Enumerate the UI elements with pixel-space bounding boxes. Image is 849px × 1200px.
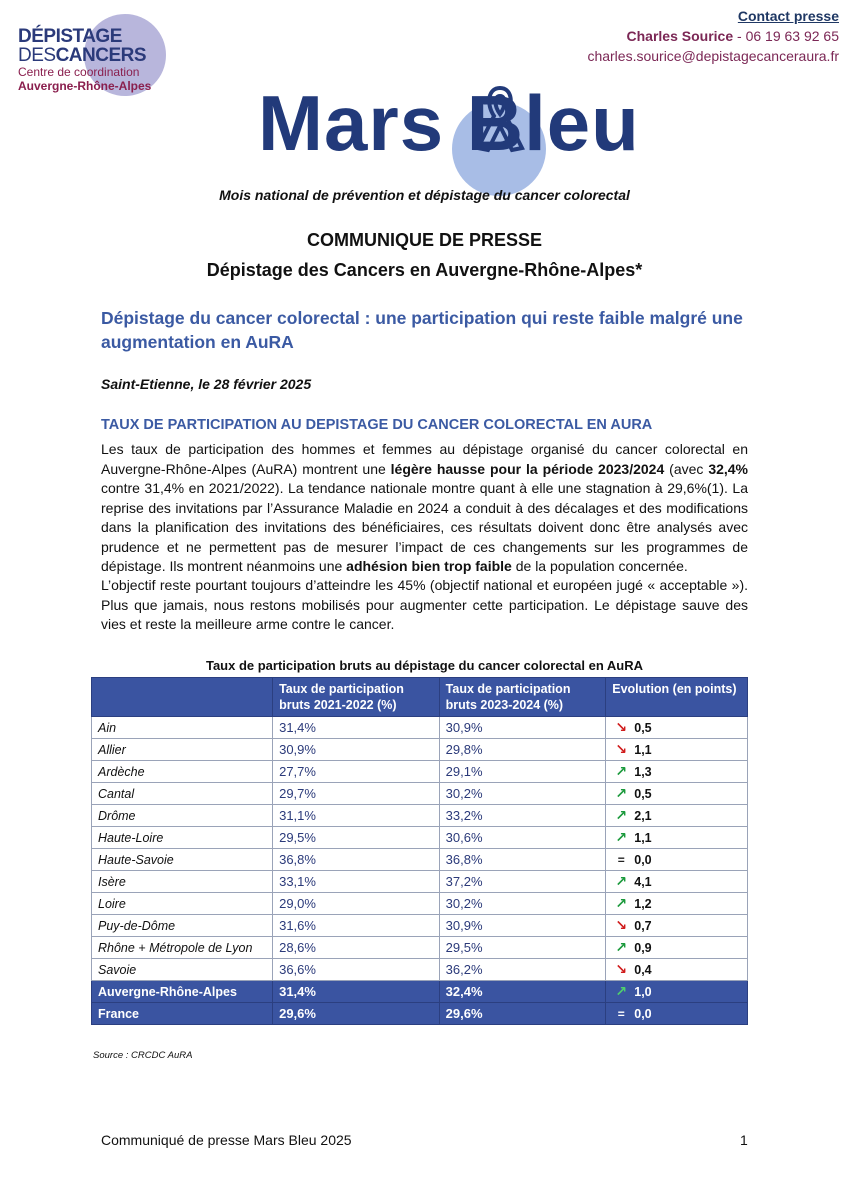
evolution-value: 0,5: [634, 787, 652, 801]
evolution-value: 1,1: [634, 743, 652, 757]
cell-evolution: [606, 827, 748, 849]
cell-evolution: [606, 1003, 748, 1025]
cell-department: Cantal: [92, 783, 273, 805]
mars-bleu-title: Mars Bleu: [258, 79, 640, 167]
p1-text-e: contre 31,4% en 2021/2022). La tendance nationale montre quant à elle une stagnation à 29,6%(1). La reprise des invitations par l’Assurance Maladie en 2024 a conduit à des décalages et des modifications dans la planification des invitations des bénéficiaires, ces résultats doivent donc être analysés avec prudence et ne permettent pas de mesurer l’impact de ces changements sur les programmes de dépistage. Ils montrent néanmoins une: [101, 480, 748, 574]
cell-rate-2021-2022: 31,4%: [273, 717, 440, 739]
header-department: [92, 678, 273, 717]
cell-rate-2023-2024: 29,8%: [439, 739, 606, 761]
p1-bold-f: adhésion bien trop faible: [346, 558, 512, 574]
arrow-up-icon: ↗: [615, 763, 628, 779]
page-footer: Communiqué de presse Mars Bleu 2025: [101, 1132, 352, 1148]
arrow-down-icon: ↘: [615, 719, 628, 735]
cell-rate-2021-2022: 31,4%: [273, 981, 440, 1003]
logo-line-1: DÉPISTAGE: [18, 26, 122, 47]
evolution-value: 0,5: [634, 721, 652, 735]
logo-line-2a: DES: [18, 45, 56, 66]
cell-rate-2021-2022: 29,7%: [273, 783, 440, 805]
equal-icon: =: [617, 852, 625, 867]
table-total-row: [92, 981, 748, 1003]
cell-department: Savoie: [92, 959, 273, 981]
evolution-value: 0,0: [634, 1006, 652, 1021]
contact-name: Charles Sourice: [626, 28, 734, 44]
cell-rate-2023-2024: 29,6%: [439, 1003, 606, 1025]
header-evolution: Evolution (en points): [606, 678, 748, 717]
logo-line-3: Centre de coordination: [18, 65, 140, 79]
arrow-down-icon: ↘: [615, 961, 628, 977]
logo-line-2b: CANCERS: [55, 45, 147, 66]
cell-department: France: [92, 1003, 273, 1025]
cell-rate-2023-2024: 36,2%: [439, 959, 606, 981]
source-note: Source : CRCDC AuRA: [93, 1050, 193, 1061]
logo-line-4: Auvergne-Rhône-Alpes: [18, 79, 152, 93]
contact-title[interactable]: Contact presse: [737, 8, 839, 24]
cell-rate-2021-2022: 31,6%: [273, 915, 440, 937]
evolution-value: 4,1: [634, 875, 652, 889]
evolution-value: 2,1: [634, 809, 652, 823]
table-row: [92, 827, 748, 849]
cell-rate-2021-2022: 30,9%: [273, 739, 440, 761]
arrow-up-icon: ↗: [615, 873, 628, 889]
table-row: [92, 783, 748, 805]
ribbon-icon: [472, 82, 528, 154]
cell-rate-2023-2024: 37,2%: [439, 871, 606, 893]
cell-evolution: [606, 783, 748, 805]
table-row: [92, 937, 748, 959]
p1-text-c: (avec: [664, 460, 709, 477]
table-caption: Taux de participation bruts au dépistage du cancer colorectal en AuRA: [205, 658, 644, 673]
cell-rate-2021-2022: 29,6%: [273, 1003, 440, 1025]
participation-table: [91, 677, 748, 1025]
cell-evolution: [606, 717, 748, 739]
cell-evolution: [606, 893, 748, 915]
press-contact: [587, 6, 839, 66]
evolution-value: 0,0: [634, 852, 652, 867]
cell-rate-2023-2024: 33,2%: [439, 805, 606, 827]
cell-rate-2023-2024: 29,5%: [439, 937, 606, 959]
table-body: [92, 717, 748, 1025]
p1-text-g: de la population concernée.: [511, 558, 688, 574]
headline: Dépistage du cancer colorectal : une participation qui reste faible malgré une augmentation en AuRA: [101, 308, 743, 352]
cell-evolution: [606, 739, 748, 761]
arrow-up-icon: ↗: [615, 895, 628, 911]
cell-evolution: [606, 849, 748, 871]
arrow-up-icon: ↗: [615, 939, 628, 955]
cell-evolution: [606, 761, 748, 783]
arrow-down-icon: ↘: [615, 917, 628, 933]
p1-bold-b: légère hausse pour la période 2023/2024: [390, 460, 665, 477]
table-row: [92, 871, 748, 893]
equal-icon: =: [617, 1006, 625, 1021]
heading-organisation: Dépistage des Cancers en Auvergne-Rhône-Alpes*: [206, 260, 643, 280]
logo-line-2: [18, 45, 146, 67]
dateline: Saint-Etienne, le 28 février 2025: [101, 376, 312, 392]
cell-rate-2023-2024: 30,9%: [439, 717, 606, 739]
contact-name-line: [587, 26, 839, 46]
cell-rate-2021-2022: 28,6%: [273, 937, 440, 959]
cell-rate-2021-2022: 27,7%: [273, 761, 440, 783]
arrow-up-icon: ↗: [615, 829, 628, 845]
page-number: 1: [740, 1132, 748, 1148]
p1-text-a: Les taux de participation des hommes et femmes au dépistage organisé du cancer colorectal en Auvergne-Rhône-Alpes (AuRA) montrent une: [101, 441, 748, 477]
table-header-row: [92, 678, 748, 717]
cell-department: Ardèche: [92, 761, 273, 783]
evolution-value: 0,7: [634, 919, 652, 933]
cell-rate-2023-2024: 30,6%: [439, 827, 606, 849]
mars-bleu-logo: [0, 78, 849, 178]
evolution-value: 1,0: [634, 985, 652, 999]
table-row: [92, 893, 748, 915]
cell-rate-2021-2022: 36,6%: [273, 959, 440, 981]
table-row: [92, 849, 748, 871]
table-row: [92, 761, 748, 783]
cell-department: Isère: [92, 871, 273, 893]
contact-email[interactable]: charles.sourice@depistagecanceraura.fr: [587, 48, 839, 64]
table-row: [92, 959, 748, 981]
cell-rate-2021-2022: 31,1%: [273, 805, 440, 827]
arrow-up-icon: ↗: [615, 785, 628, 801]
cell-evolution: [606, 805, 748, 827]
cell-department: Haute-Savoie: [92, 849, 273, 871]
table-row: [92, 915, 748, 937]
cell-evolution: [606, 981, 748, 1003]
cell-department: Allier: [92, 739, 273, 761]
cell-rate-2023-2024: 32,4%: [439, 981, 606, 1003]
section-title: TAUX DE PARTICIPATION AU DEPISTAGE DU CANCER COLORECTAL EN AURA: [101, 417, 653, 433]
table-total-row: [92, 1003, 748, 1025]
header-2021-2022: Taux de participation bruts 2021-2022 (%): [273, 678, 440, 717]
cell-department: Ain: [92, 717, 273, 739]
table-row: [92, 717, 748, 739]
header-2023-2024: Taux de participation bruts 2023-2024 (%): [439, 678, 606, 717]
arrow-up-icon: ↗: [615, 983, 628, 999]
cell-rate-2021-2022: 33,1%: [273, 871, 440, 893]
evolution-value: 1,1: [634, 831, 652, 845]
table-row: [92, 805, 748, 827]
cell-rate-2023-2024: 36,8%: [439, 849, 606, 871]
cell-rate-2023-2024: 30,2%: [439, 893, 606, 915]
cell-department: Puy-de-Dôme: [92, 915, 273, 937]
cell-department: Auvergne-Rhône-Alpes: [92, 981, 273, 1003]
contact-phone: - 06 19 63 92 65: [733, 28, 839, 44]
heading-press-release: COMMUNIQUE DE PRESSE: [306, 230, 543, 250]
paragraph-2: L’objectif reste pourtant toujours d’atteindre les 45% (objectif national et européen jugé « acceptable »). Plus que jamais, nous restons mobilisés pour augmenter cette participation. Le dépistage sauve des vies et reste la meilleure arme contre le cancer.: [101, 577, 748, 632]
evolution-value: 0,9: [634, 941, 652, 955]
cell-department: Loire: [92, 893, 273, 915]
cell-evolution: [606, 937, 748, 959]
cell-rate-2023-2024: 30,9%: [439, 915, 606, 937]
cell-rate-2023-2024: 30,2%: [439, 783, 606, 805]
p1-bold-d: 32,4%: [708, 460, 749, 477]
cell-rate-2021-2022: 29,0%: [273, 893, 440, 915]
arrow-up-icon: ↗: [615, 807, 628, 823]
evolution-value: 0,4: [634, 963, 652, 977]
paragraph-1: [101, 440, 748, 577]
cell-department: Haute-Loire: [92, 827, 273, 849]
table-row: [92, 739, 748, 761]
cell-rate-2021-2022: 29,5%: [273, 827, 440, 849]
arrow-down-icon: ↘: [615, 741, 628, 757]
evolution-value: 1,3: [634, 765, 652, 779]
cell-department: Rhône + Métropole de Lyon: [92, 937, 273, 959]
subtitle: Mois national de prévention et dépistage du cancer colorectal: [219, 187, 630, 203]
cell-rate-2023-2024: 29,1%: [439, 761, 606, 783]
cell-evolution: [606, 915, 748, 937]
cell-evolution: [606, 959, 748, 981]
cell-evolution: [606, 871, 748, 893]
evolution-value: 1,2: [634, 897, 652, 911]
cell-rate-2021-2022: 36,8%: [273, 849, 440, 871]
cell-department: Drôme: [92, 805, 273, 827]
